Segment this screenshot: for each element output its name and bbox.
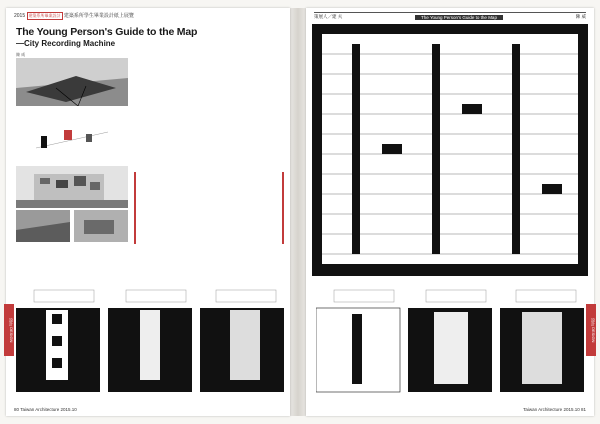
pull-quote-text — [139, 174, 279, 242]
issue-left: 2015.10 — [60, 407, 77, 412]
header-year: 2015 — [14, 13, 26, 19]
journal-name-right: Taiwan Architecture — [523, 407, 563, 412]
journal-name-left: Taiwan Architecture — [20, 407, 60, 412]
right-footer — [523, 407, 586, 412]
header-running-title: The Young Person's Guide to the Map — [415, 15, 503, 20]
article-subtitle: —City Recording Machine — [16, 39, 116, 48]
issue-right: 2015.10 — [563, 407, 580, 412]
header-title: 建築系所學生畢業設計紙上展覽 — [63, 13, 134, 19]
pull-quote-box — [134, 172, 284, 244]
site-photo-1 — [16, 210, 70, 242]
left-page — [6, 8, 290, 416]
section-drawings-right — [316, 284, 584, 394]
site-photo-2 — [74, 210, 128, 242]
article-author: 陳 威 — [16, 52, 26, 57]
left-footer — [14, 407, 77, 412]
book-spine — [290, 8, 306, 416]
header-author: 陳 威 — [575, 14, 586, 19]
page-number-left: 80 — [14, 407, 20, 412]
section-drawings-left — [16, 284, 284, 394]
diagram-figure — [16, 108, 128, 156]
right-header — [314, 12, 586, 21]
article-title: The Young Person's Guide to the Map — [16, 26, 198, 38]
side-tab-right: 設計 DESIGN — [586, 304, 596, 356]
body-text-column-1 — [134, 60, 280, 168]
aerial-photo-figure — [16, 58, 128, 106]
long-section-drawing — [312, 24, 588, 276]
header-tag: 建築系所畢業設計 — [28, 13, 61, 18]
page-number-right: 81 — [580, 407, 586, 412]
model-photo-figure — [16, 166, 128, 208]
side-tab-left: 設計 DESIGN — [4, 304, 14, 356]
header-curator: 策展人／建 夫 — [314, 14, 343, 19]
left-header — [14, 12, 134, 20]
right-page — [306, 8, 594, 416]
